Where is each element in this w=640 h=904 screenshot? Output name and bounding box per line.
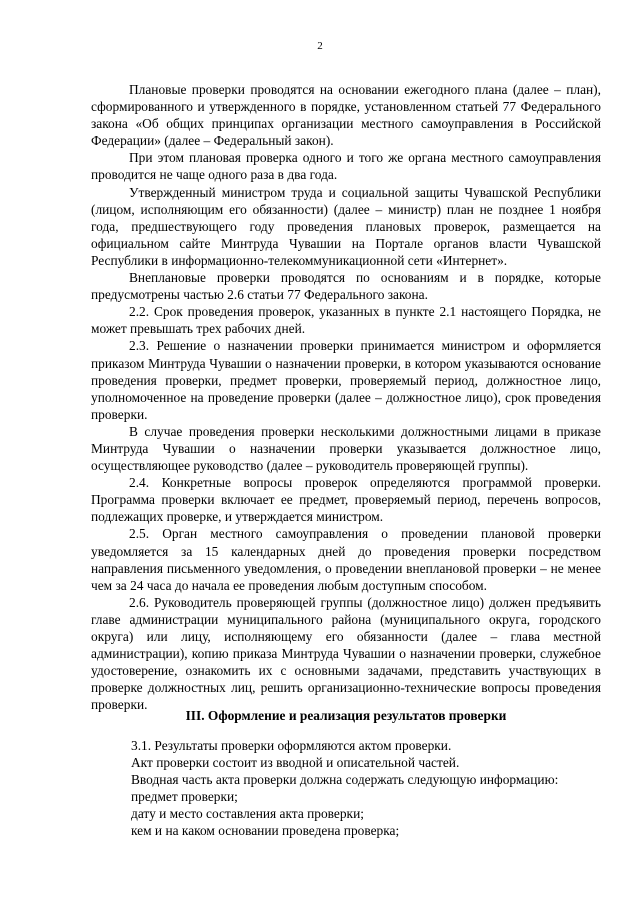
section-line: Вводная часть акта проверки должна содержать следующую информацию: bbox=[131, 772, 559, 788]
paragraph: Внеплановые проверки проводятся по основаниям и в порядке, которые предусмотрены частью 2.6 статьи 77 Федерального закона. bbox=[91, 270, 601, 303]
paragraph: 2.6. Руководитель проверяющей группы (должностное лицо) должен предъявить главе администрации муниципального района (муниципального округа, городского округа) или лицу, исполняющему его обязанности (далее – глава местной администрации), копию приказа Минтруда Чувашии о назначении проверки, служебное удостоверение, ознакомить их с основными задачами, представить участвующих в проверке должностных лиц, решить организационно-технические вопросы проведения проверки. bbox=[91, 594, 601, 713]
section-line: дату и место составления акта проверки; bbox=[131, 806, 364, 822]
paragraph: 2.5. Орган местного самоуправления о проведении плановой проверки уведомляется за 15 календарных дней до проведения проверки посредством направления письменного уведомления, о проведении внеплановой проверки – не менее чем за 24 часа до начала ее проведения любым доступным способом. bbox=[91, 526, 601, 593]
section-heading: III. Оформление и реализация результатов проверки bbox=[185, 708, 507, 723]
paragraph: В случае проведения проверки несколькими должностными лицами в приказе Минтруда Чувашии о назначении проверки указывается должностное лицо, осуществляющее руководство (далее – руководитель проверяющей группы). bbox=[91, 423, 601, 474]
section-line: 3.1. Результаты проверки оформляются актом проверки. bbox=[131, 738, 452, 753]
section-line: Акт проверки состоит из вводной и описательной частей. bbox=[131, 755, 460, 771]
page-number: 2 bbox=[317, 40, 323, 52]
document-body bbox=[91, 81, 601, 713]
paragraph: 2.2. Срок проведения проверок, указанных в пункте 2.1 настоящего Порядка, не может превышать трех рабочих дней. bbox=[91, 304, 601, 337]
paragraph: Утвержденный министром труда и социальной защиты Чувашской Республики (лицом, исполняющим его обязанности) (далее – министр) план не позднее 1 ноября года, предшествующего году проведения плановых проверок, размещается на официальном сайте Минтруда Чувашии на Портале органов власти Чувашской Республики в информационно-телекоммуникационной сети «Интернет». bbox=[91, 184, 601, 268]
section-line: кем и на каком основании проведена проверка; bbox=[131, 823, 400, 839]
section-line: предмет проверки; bbox=[131, 789, 238, 805]
paragraph: Плановые проверки проводятся на основании ежегодного плана (далее – план), сформированного и утвержденного в порядке, установленном статьей 77 Федерального закона «Об общих принципах организации местного самоуправления в Российской Федерации» (далее – Федеральный закон). bbox=[91, 82, 601, 149]
paragraph: 2.3. Решение о назначении проверки принимается министром и оформляется приказом Минтруда Чувашии о назначении проверки, в котором указываются основание проведения проверки, предмет проверки, проверяемый период, должностное лицо, уполномоченное на проведение проверки (далее – должностное лицо), срок проведения проверки. bbox=[91, 338, 601, 422]
section-body bbox=[131, 737, 601, 840]
paragraph: При этом плановая проверка одного и того же органа местного самоуправления проводится не чаще одного раза в два года. bbox=[91, 150, 601, 183]
paragraph: 2.4. Конкретные вопросы проверок определяются программой проверки. Программа проверки включает ее предмет, проверяемый период, перечень вопросов, подлежащих проверке, и утверждается министром. bbox=[91, 475, 601, 525]
